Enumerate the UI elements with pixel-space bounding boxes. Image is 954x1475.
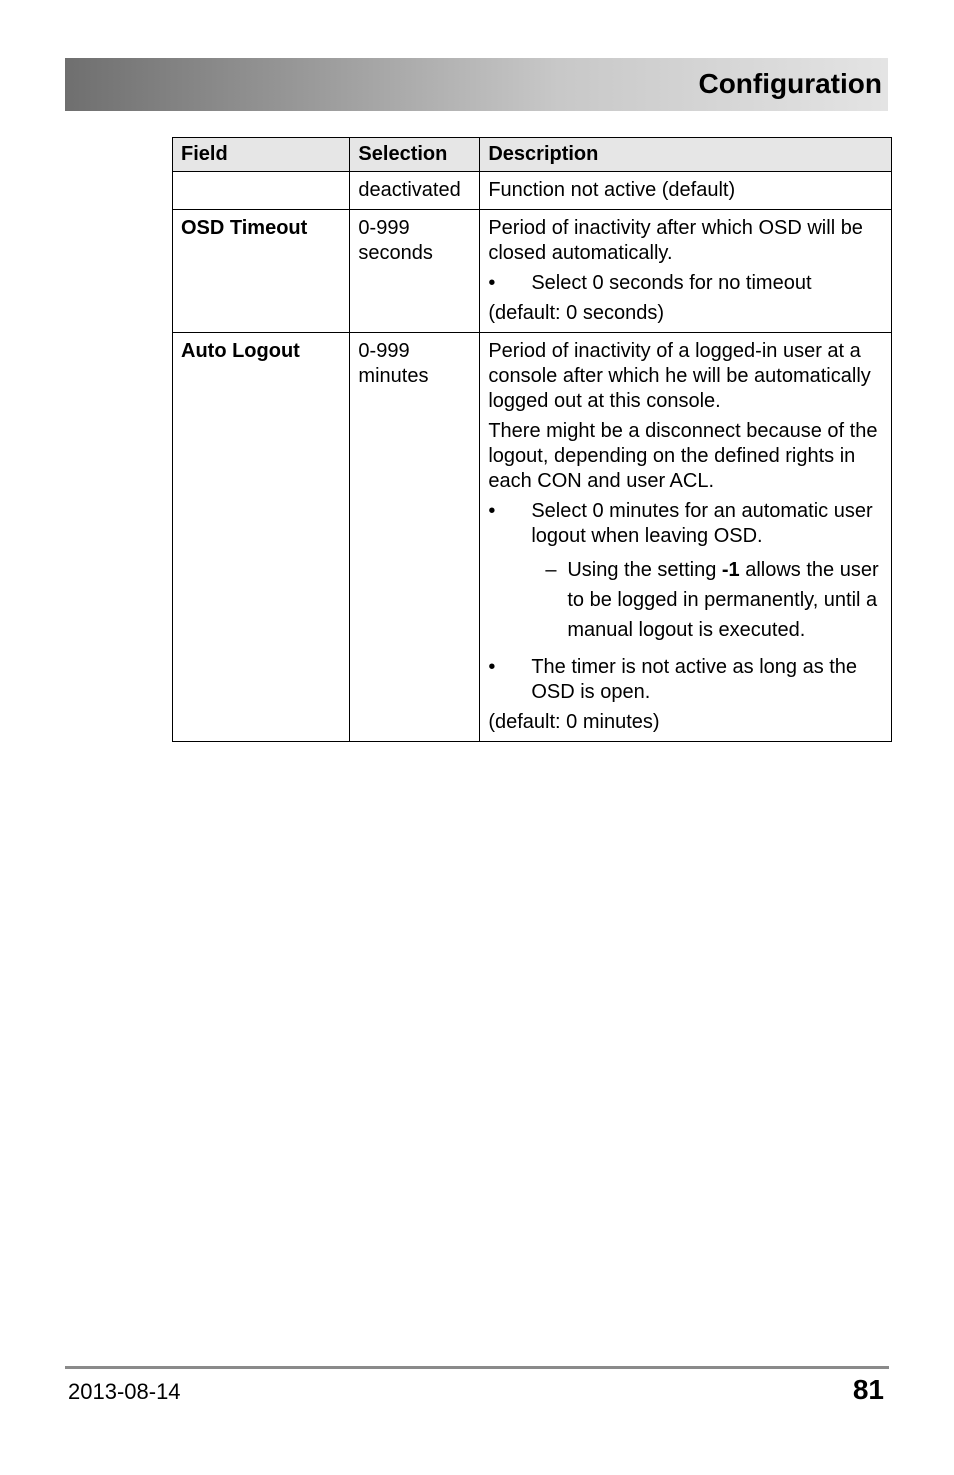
table-row: [173, 210, 892, 333]
bullet-icon: •: [488, 500, 496, 522]
sub-bullet-text: [567, 555, 883, 645]
bullet-icon: •: [488, 272, 496, 294]
field-cell: Auto Logout: [173, 333, 350, 742]
sub-bullet-prefix: Using the setting: [567, 559, 722, 581]
sub-bullet-item: [545, 555, 883, 645]
table-header-row: [173, 138, 892, 172]
page-section-title: Configuration: [698, 68, 882, 99]
bullet-text: Select 0 seconds for no timeout: [531, 272, 812, 294]
description-paragraph: Period of inactivity of a logged-in user at a console after which he will be automatically logged out at this console.: [488, 340, 871, 412]
description-cell: Function not active (default): [480, 172, 892, 210]
bullet-icon: •: [488, 656, 496, 678]
column-header-description: Description: [480, 138, 892, 172]
footer-date: 2013-08-14: [68, 1379, 181, 1404]
default-note: (default: 0 seconds): [488, 302, 664, 324]
field-cell: OSD Timeout: [173, 210, 350, 333]
bullet-item: [488, 271, 883, 296]
sub-bullet-bold-value: -1: [721, 559, 740, 581]
default-note: (default: 0 minutes): [488, 711, 660, 733]
selection-cell: 0-999 minutes: [350, 333, 480, 742]
sub-bullet-suffix: allows the user to be logged in permanently, until a manual logout is executed.: [567, 559, 879, 641]
field-cell: [173, 172, 350, 210]
bullet-item: [488, 499, 883, 549]
bullet-item: [488, 655, 883, 705]
bullet-text: Select 0 minutes for an automatic user logout when leaving OSD.: [531, 500, 873, 547]
table-row: [173, 172, 892, 210]
header-bar: [65, 58, 888, 111]
table-row: [173, 333, 892, 742]
selection-cell: 0-999 seconds: [350, 210, 480, 333]
dash-icon: –: [545, 559, 557, 581]
column-header-selection: Selection: [350, 138, 480, 172]
bullet-text: The timer is not active as long as the OSD is open.: [531, 656, 858, 703]
footer-divider: [65, 1366, 889, 1369]
description-cell: [480, 333, 892, 742]
page-number: 81: [852, 1374, 884, 1405]
selection-cell: deactivated: [350, 172, 480, 210]
description-paragraph: There might be a disconnect because of the logout, depending on the defined rights in each CON and user ACL.: [488, 420, 878, 492]
configuration-table: [172, 137, 892, 742]
column-header-field: Field: [173, 138, 350, 172]
description-cell: [480, 210, 892, 333]
description-paragraph: Period of inactivity after which OSD will be closed automatically.: [488, 217, 863, 264]
